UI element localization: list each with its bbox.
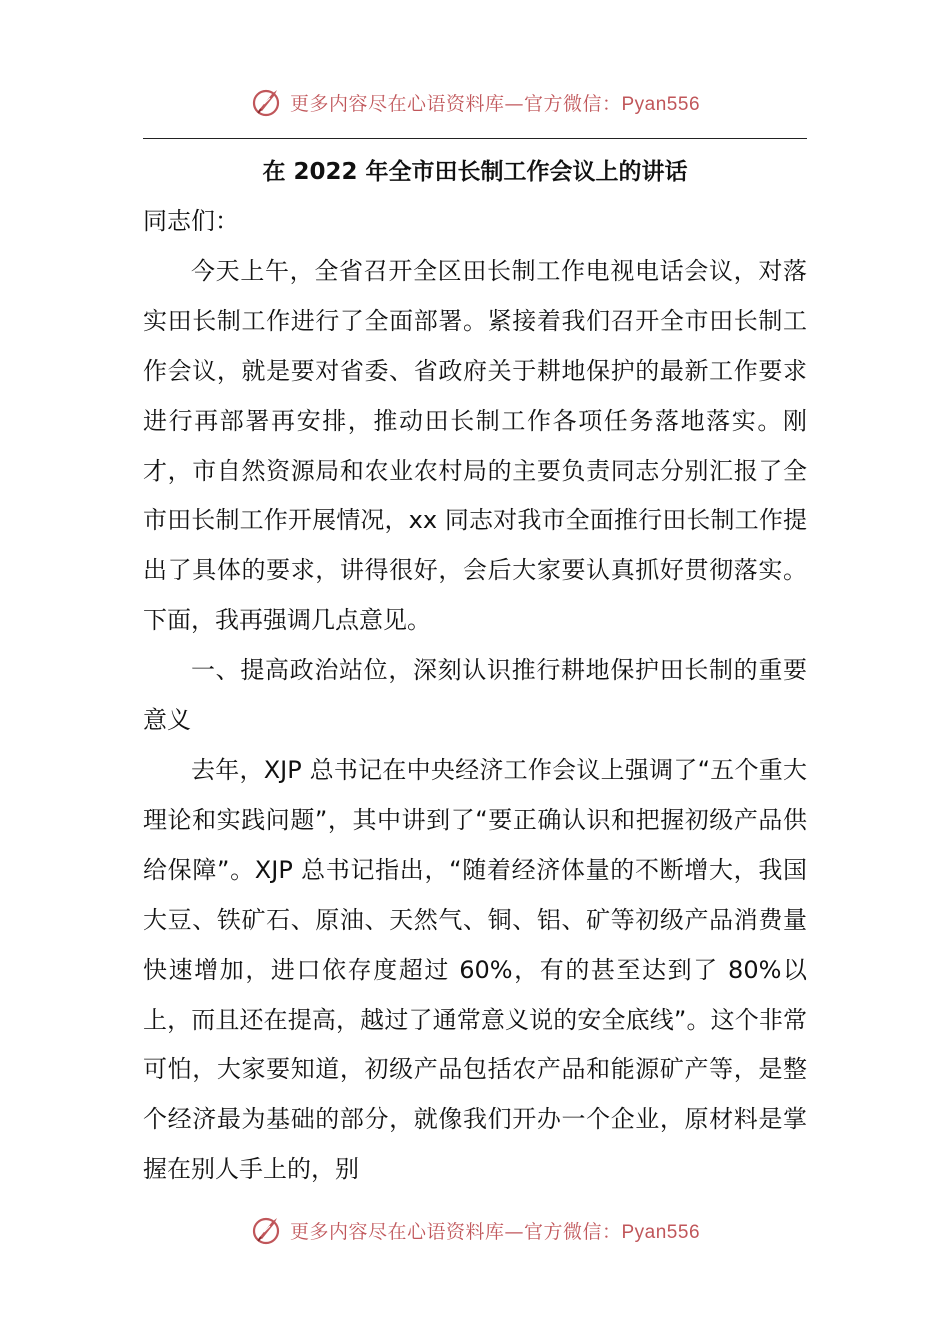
footer-banner (0, 1210, 950, 1250)
footer-wechat-id: Pyan556 (621, 1221, 701, 1243)
quill-pen-logo-icon (250, 85, 284, 119)
document-body (143, 197, 807, 1195)
paragraph-intro: 今天上午，全省召开全区田长制工作电视电话会议，对落实田长制工作进行了全面部署。紧接着我们召开全市田长制工作会议，就是要对省委、省政府关于耕地保护的最新工作要求进行再部署再安排，推动田长制工作各项任务落地落实。刚才，市自然资源局和农业农村局的主要负责同志分别汇报了全市田长制工作开展情况，xx 同志对我市全面推行田长制工作提出了具体的要求，讲得很好，会后大家要认真抓好贯彻落实。下面，我再强调几点意见。 (143, 256, 807, 635)
paragraph-section-1: 去年，XJP 总书记在中央经济工作会议上强调了“五个重大理论和实践问题”，其中讲到了“要正确认识和把握初级产品供给保障”。XJP 总书记指出，“随着经济体量的不断增大，我国大豆、铁矿石、原油、天然气、铜、铝、矿等初级产品消费量快速增加，进口依存度超过 60%，有的甚至达到了 80%以上，而且还在提高，越过了通常意义说的安全底线”。这个非常可怕，大家要知道，初级产品包括农产品和能源矿产等，是整个经济最为基础的部分，就像我们开办一个企业，原材料是掌握在别人手上的，别 (143, 755, 807, 1184)
header-banner-text (290, 89, 700, 116)
header-banner-label: 更多内容尽在心语资料库—官方微信： (289, 92, 622, 115)
header-banner (0, 82, 950, 122)
salutation: 同志们： (143, 207, 239, 235)
document-title: 在 2022 年全市田长制工作会议上的讲话 (262, 159, 688, 185)
header-divider (143, 138, 807, 139)
section-heading-1: 一、提高政治站位，深刻认识推行耕地保护田长制的重要意义 (143, 656, 807, 735)
footer-banner-text (290, 1217, 700, 1244)
quill-pen-logo-icon (250, 1213, 284, 1247)
footer-banner-label: 更多内容尽在心语资料库—官方微信： (289, 1220, 622, 1243)
header-wechat-id: Pyan556 (621, 93, 701, 115)
